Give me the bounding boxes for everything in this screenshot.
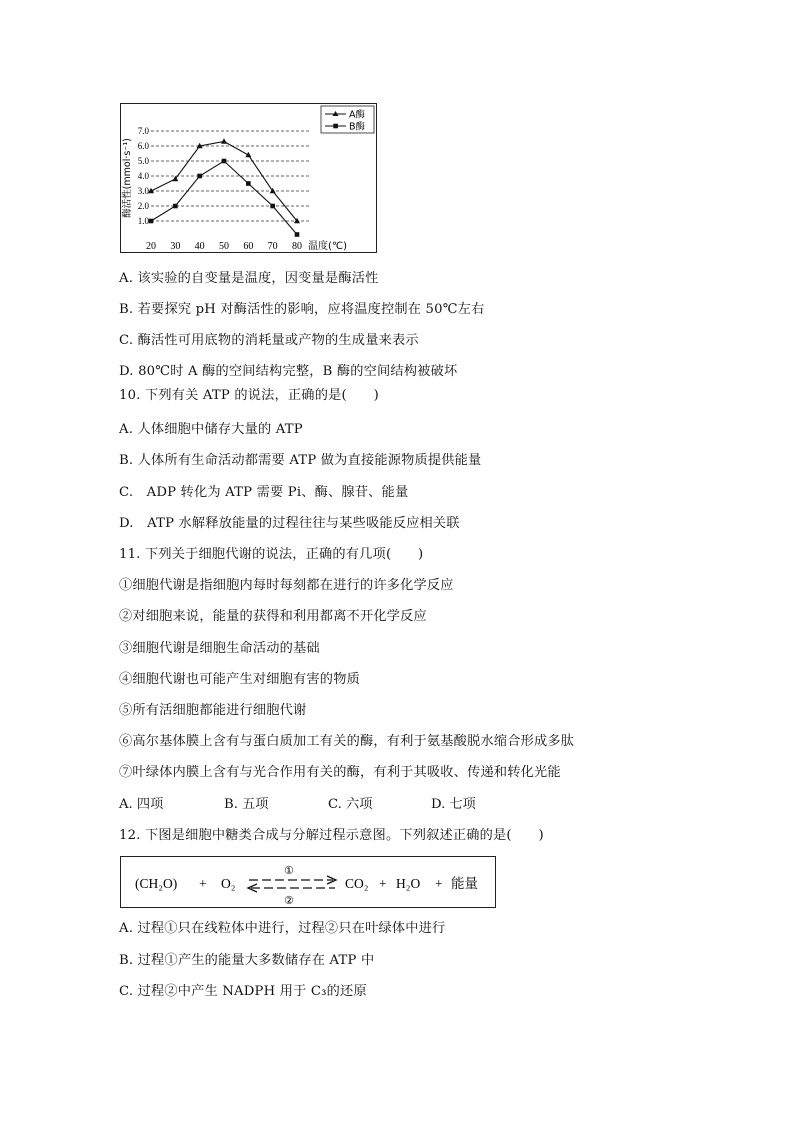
q11-option-d: D. 七项	[431, 797, 476, 812]
reverse-arrow	[248, 884, 335, 892]
y-tick-label: 6.0	[137, 141, 149, 151]
x-tick-label: 60	[243, 241, 254, 252]
data-point-b	[246, 181, 251, 186]
q11-item-3: ③细胞代谢是细胞生命活动的基础	[119, 641, 320, 656]
q10-option-a: A. 人体细胞中储存大量的 ATP	[119, 422, 303, 437]
x-tick-label: 20	[146, 241, 156, 252]
data-point-a	[221, 138, 227, 143]
x-tick-label: 70	[267, 241, 278, 252]
y-tick-label: 3.0	[137, 186, 149, 196]
series-line-b	[151, 161, 297, 235]
eq-right2: H₂O	[396, 876, 421, 891]
x-tick-label: 30	[170, 241, 181, 252]
q12-stem: 12. 下图是细胞中糖类合成与分解过程示意图。下列叙述正确的是( )	[119, 828, 544, 843]
eq-left1: (CH₂O)	[135, 876, 178, 891]
q9-option-c: C. 酶活性可用底物的消耗量或产物的生成量来表示	[119, 333, 419, 348]
eq-plus2: +	[379, 876, 387, 891]
forward-arrow	[249, 876, 336, 884]
q11-item-6: ⑥高尔基体膜上含有与蛋白质加工有关的酶，有利于氨基酸脱水缩合形成多肽	[119, 734, 575, 749]
reaction-equation-box	[120, 856, 496, 908]
eq-right1: CO₂	[345, 876, 369, 891]
y-tick-label: 7.0	[137, 126, 149, 136]
legend-label: A酶	[349, 109, 365, 121]
data-point-a	[245, 152, 251, 157]
x-tick-label: 80	[292, 241, 302, 252]
data-point-b	[197, 174, 202, 179]
q10-stem: 10. 下列有关 ATP 的说法，正确的是( )	[119, 388, 379, 403]
reaction-equation	[121, 857, 497, 909]
eq-plus3: +	[435, 876, 443, 891]
data-point-b	[222, 159, 227, 164]
q9-option-a: A. 该实验的自变量是温度，因变量是酶活性	[119, 271, 379, 286]
q10-option-b: B. 人体所有生命活动都需要 ATP 做为直接能源物质提供能量	[119, 453, 482, 468]
legend-box	[321, 106, 374, 133]
legend-marker-b	[333, 124, 338, 129]
y-tick-label: 2.0	[137, 201, 149, 211]
chart-svg	[120, 103, 377, 253]
q11-option-a: A. 四项	[119, 797, 164, 812]
q11-item-5: ⑤所有活细胞都能进行细胞代谢	[119, 703, 307, 718]
data-point-b	[149, 219, 154, 224]
q12-option-a: A. 过程①只在线粒体中进行，过程②只在叶绿体中进行	[119, 921, 446, 936]
data-point-b	[295, 232, 300, 237]
x-tick-label: 50	[219, 241, 229, 252]
y-tick-label: 1.0	[137, 216, 149, 226]
q11-option-c: C. 六项	[328, 797, 373, 812]
q11-stem: 11. 下列关于细胞代谢的说法，正确的有几项( )	[119, 547, 424, 562]
q12-option-c: C. 过程②中产生 NADPH 用于 C₃的还原	[119, 984, 367, 999]
q11-option-b: B. 五项	[224, 797, 269, 812]
data-point-b	[173, 204, 178, 209]
eq-left2: O₂	[221, 876, 236, 891]
q11-item-1: ①细胞代谢是指细胞内每时每刻都在进行的许多化学反应	[119, 578, 454, 593]
q11-item-2: ②对细胞来说，能量的获得和利用都离不开化学反应	[119, 609, 427, 624]
x-tick-label: 40	[194, 241, 205, 252]
x-axis-label: 温度(℃)	[308, 241, 348, 252]
enzyme-activity-chart	[120, 103, 377, 253]
q10-option-c: C. ADP 转化为 ATP 需要 Pi、酶、腺苷、能量	[119, 485, 409, 500]
eq-arrow-top-label: ①	[284, 864, 294, 877]
data-point-b	[270, 204, 275, 209]
q11-item-4: ④细胞代谢也可能产生对细胞有害的物质	[119, 672, 360, 687]
q9-option-b: B. 若要探究 pH 对酶活性的影响，应将温度控制在 50℃左右	[119, 302, 485, 317]
q12-option-b: B. 过程①产生的能量大多数储存在 ATP 中	[119, 953, 375, 968]
eq-plus1: +	[199, 876, 207, 891]
eq-right3: 能量	[451, 876, 478, 892]
y-tick-label: 4.0	[137, 171, 149, 181]
y-tick-label: 5.0	[137, 156, 149, 166]
y-axis-label: 酶活性(mmol·s⁻¹)	[122, 138, 133, 218]
legend-label: B酶	[349, 121, 366, 133]
eq-arrow-bottom-label: ②	[284, 894, 294, 907]
q11-item-7: ⑦叶绿体内膜上含有与光合作用有关的酶，有利于其吸收、传递和转化光能	[119, 765, 561, 780]
q9-option-d: D. 80℃时 A 酶的空间结构完整，B 酶的空间结构被破坏	[119, 364, 458, 379]
q10-option-d: D. ATP 水解释放能量的过程往往与某些吸能反应相关联	[119, 516, 460, 531]
